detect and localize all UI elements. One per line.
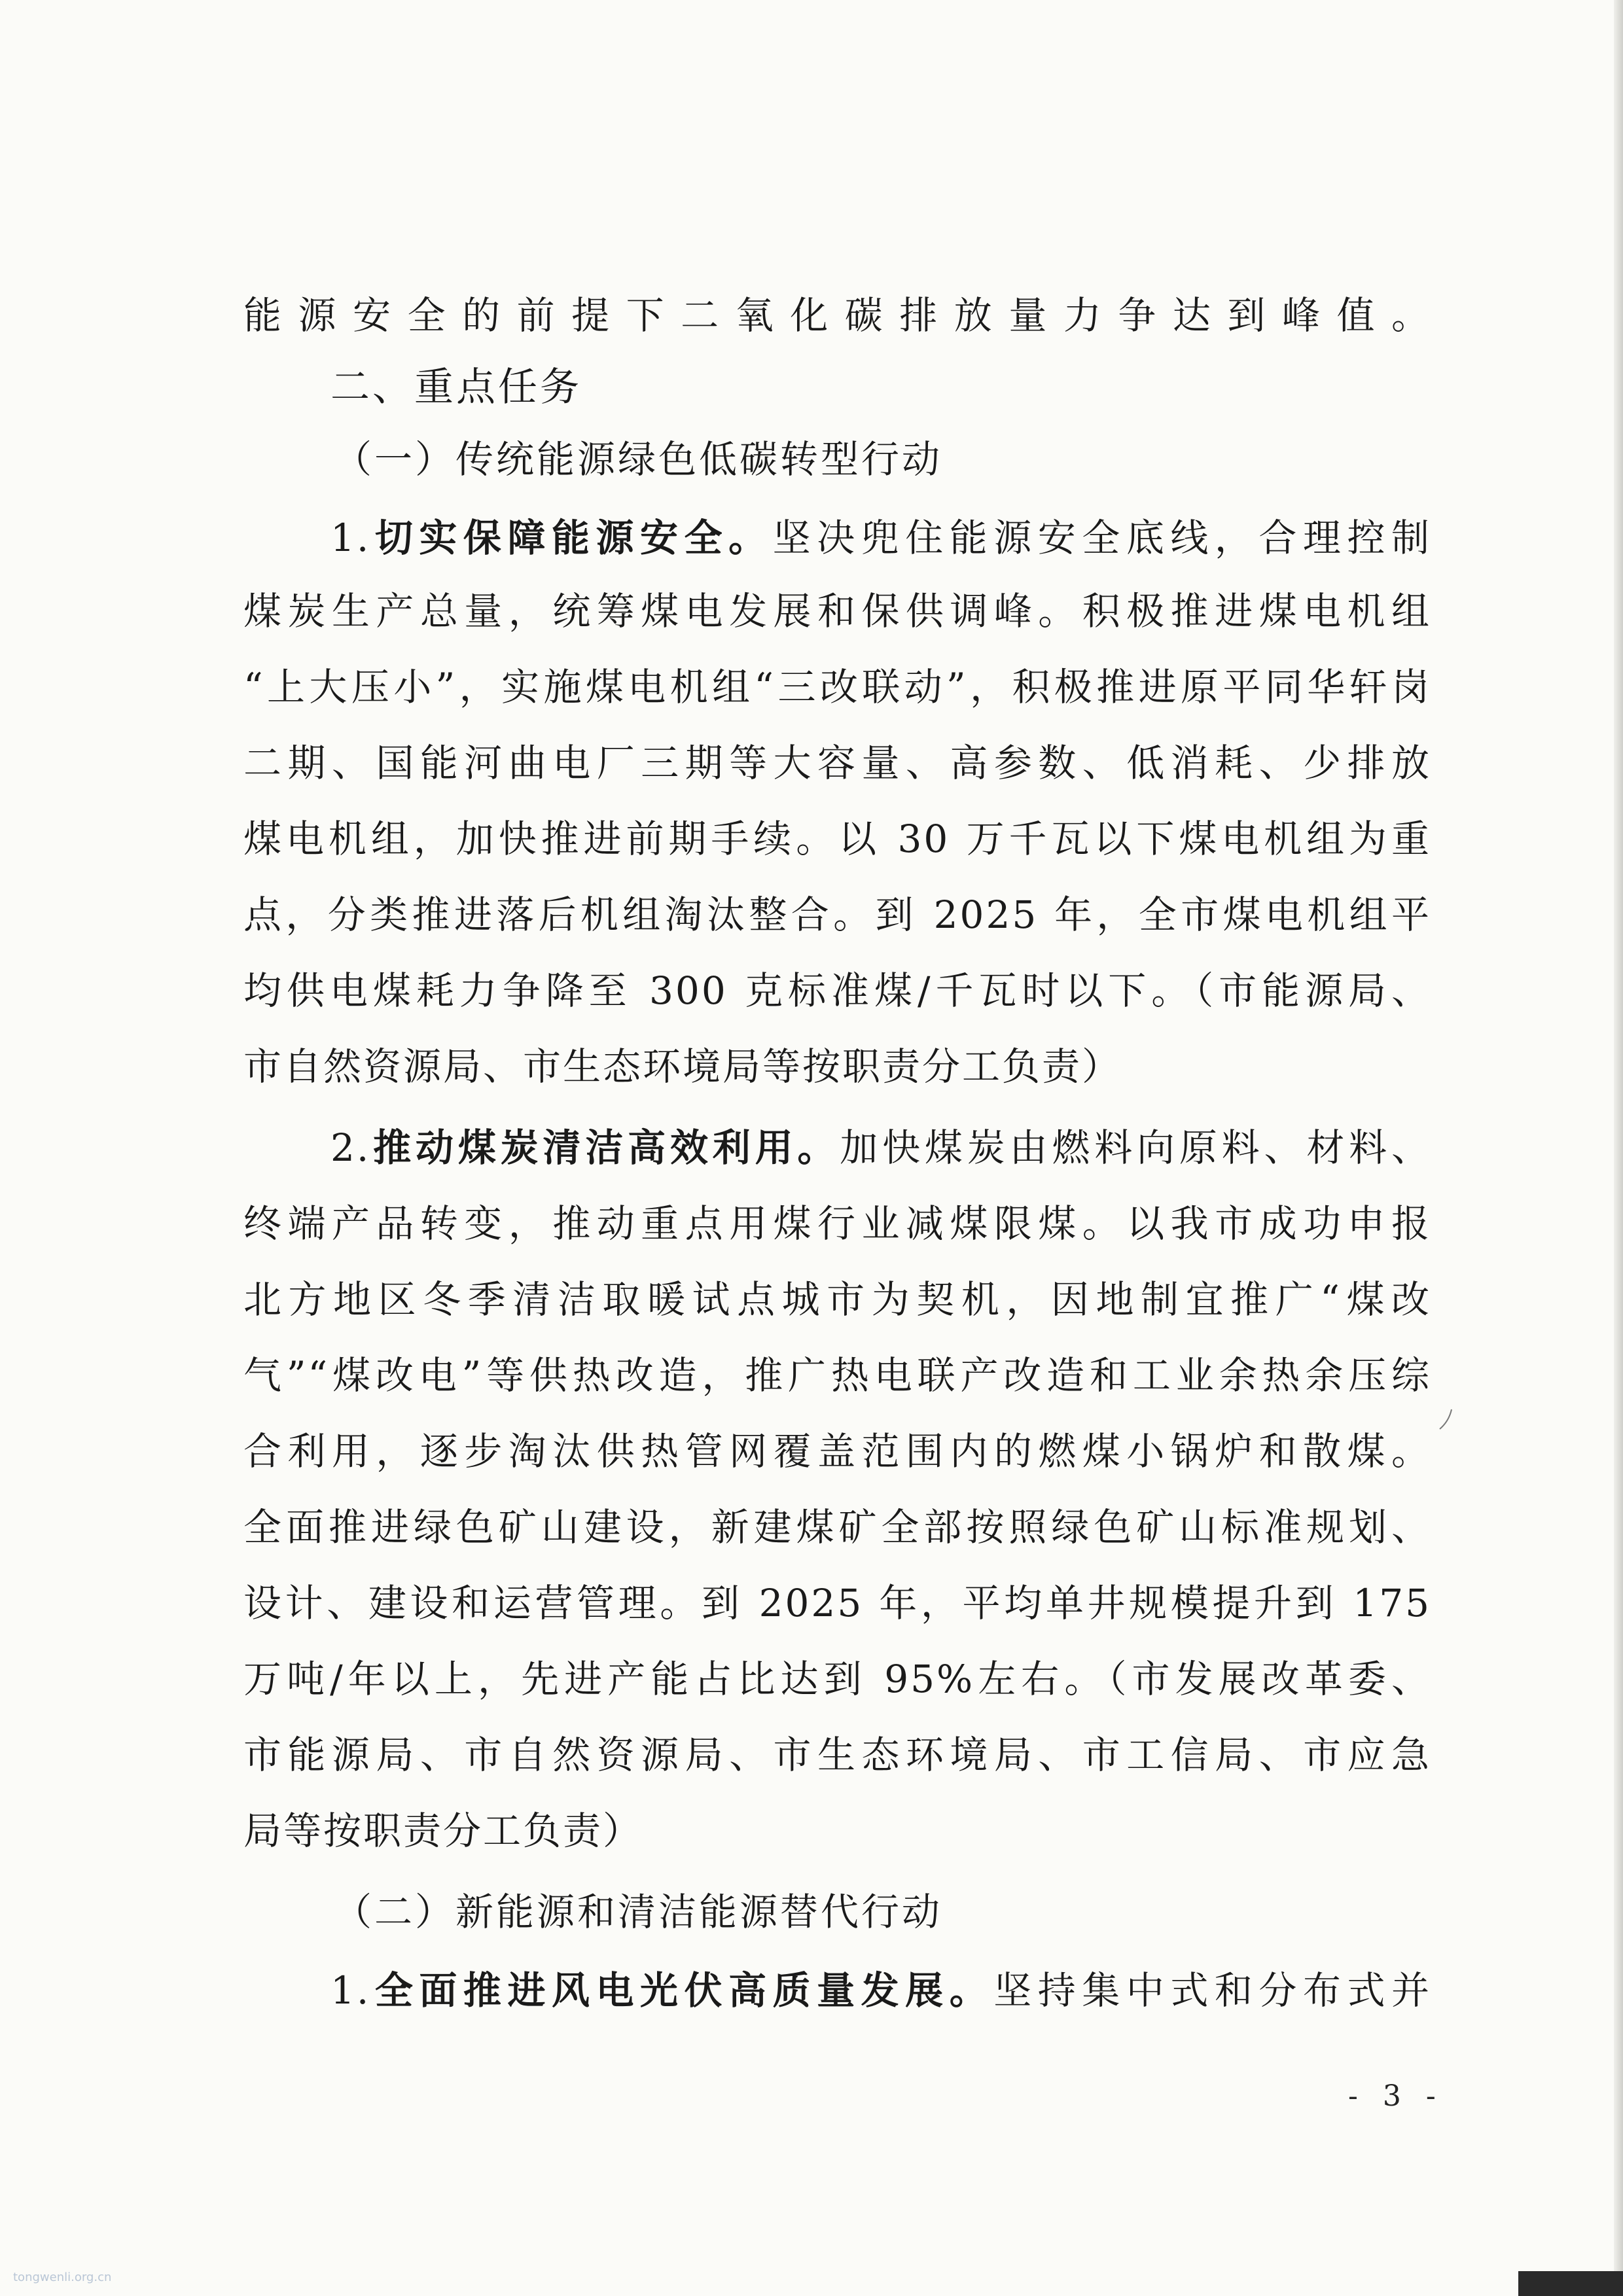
paragraph-line: 合利用，逐步淘汰供热管网覆盖范围内的燃煤小锅炉和散煤。 [243, 1429, 1431, 1474]
paragraph-line: 均供电煤耗力争降至 300 克标准煤/千瓦时以下。（市能源局、 [243, 968, 1431, 1013]
paragraph-line [330, 1124, 1431, 1171]
item-text: 坚持集中式和分布式并 [993, 1968, 1431, 2013]
watermark: tongwenli.org.cn [13, 2270, 112, 2284]
paragraph-line: 市能源局、市自然资源局、市生态环境局、市工信局、市应急 [243, 1733, 1431, 1777]
paragraph-line: 能源安全的前提下二氧化碳排放量力争达到峰值。 [243, 293, 1431, 338]
paragraph-line [330, 1967, 1431, 2014]
paragraph-line: 全面推进绿色矿山建设，新建煤矿全部按照绿色矿山标准规划、 [243, 1505, 1431, 1549]
item-text: 坚决兜住能源安全底线，合理控制 [772, 516, 1431, 560]
paragraph-line: 气”“煤改电”等供热改造，推广热电联产改造和工业余热余压综 [243, 1353, 1431, 1398]
paragraph-line: 设计、建设和运营管理。到 2025 年，平均单井规模提升到 175 [243, 1581, 1431, 1625]
paragraph-line: 煤电机组，加快推进前期手续。以 30 万千瓦以下煤电机组为重 [243, 817, 1431, 861]
paragraph-line: 万吨/年以上，先进产能占比达到 95%左右。（市发展改革委、 [243, 1657, 1431, 1701]
subsection-heading: （一）传统能源绿色低碳转型行动 [334, 437, 943, 482]
item-number: 1. [330, 516, 371, 560]
paragraph-line: 北方地区冬季清洁取暖试点城市为契机，因地制宜推广“煤改 [243, 1277, 1431, 1322]
scan-corner [1518, 2271, 1623, 2296]
page-number: - 3 - [1348, 2079, 1444, 2113]
paragraph-line: 市自然资源局、市生态环境局等按职责分工负责） [243, 1044, 1122, 1089]
paragraph-line: 局等按职责分工负责） [243, 1809, 643, 1853]
item-text: 加快煤炭由燃料向原料、材料、 [840, 1125, 1431, 1170]
paragraph-line [330, 514, 1431, 561]
paragraph-line: “上大压小”，实施煤电机组“三改联动”，积极推进原平同华轩岗 [243, 665, 1431, 709]
item-number: 2. [330, 1125, 371, 1170]
pen-mark [1437, 1407, 1457, 1433]
paragraph-line: 点，分类推进落后机组淘汰整合。到 2025 年，全市煤电机组平 [243, 892, 1431, 937]
paragraph-line: 二期、国能河曲电厂三期等大容量、高参数、低消耗、少排放 [243, 741, 1431, 785]
item-title: 切实保障能源安全。 [370, 516, 773, 560]
subsection-heading: （二）新能源和清洁能源替代行动 [334, 1890, 943, 1934]
item-title: 全面推进风电光伏高质量发展。 [370, 1968, 994, 2013]
scan-edge [1614, 0, 1623, 2296]
paragraph-line: 煤炭生产总量，统筹煤电发展和保供调峰。积极推进煤电机组 [243, 589, 1431, 633]
section-heading: 二、重点任务 [330, 364, 582, 410]
item-title: 推动煤炭清洁高效利用。 [370, 1125, 840, 1170]
item-number: 1. [330, 1968, 371, 2013]
paragraph-line: 终端产品转变，推动重点用煤行业减煤限煤。以我市成功申报 [243, 1201, 1431, 1246]
